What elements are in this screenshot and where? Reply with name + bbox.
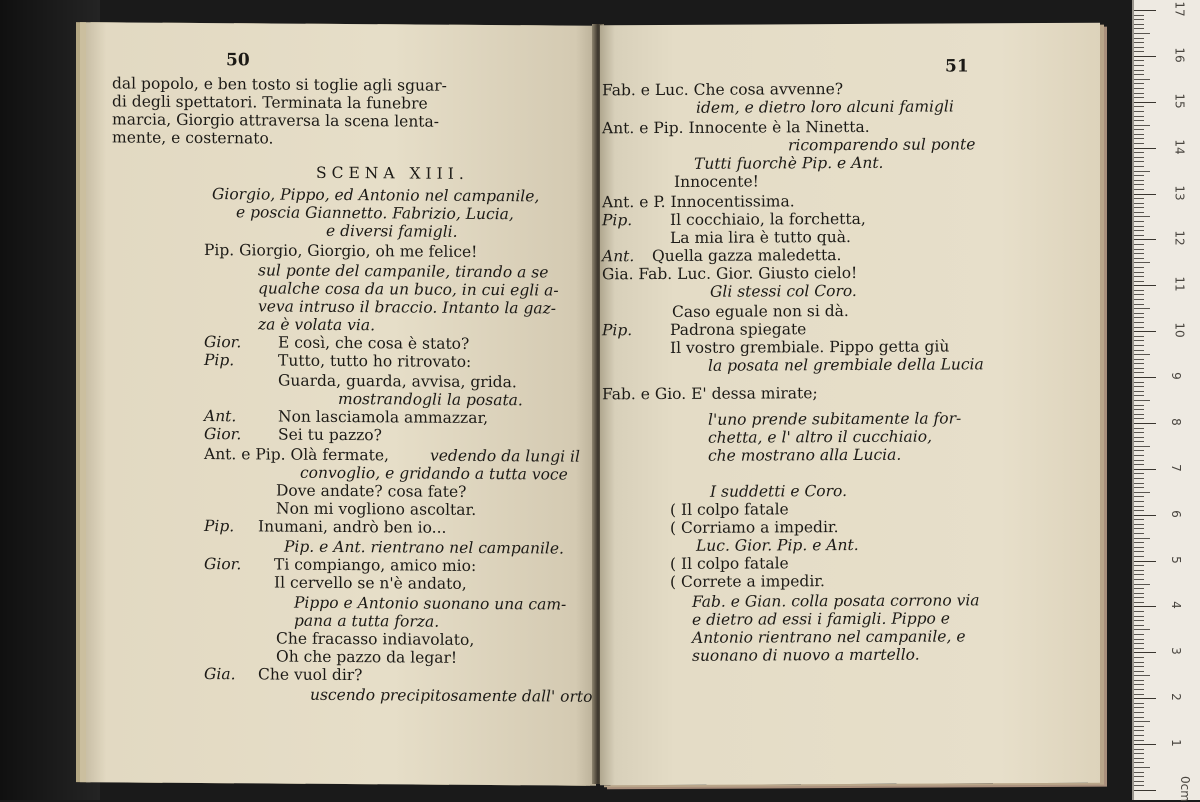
ruler-tick: [1134, 707, 1144, 708]
text-line: e dietro ad essi i famigli. Pippo e: [692, 609, 950, 629]
ruler-tick: [1134, 134, 1144, 135]
ruler-tick: [1134, 611, 1144, 612]
ruler-tick: [1134, 432, 1144, 433]
ruler-tick: [1134, 547, 1144, 548]
ruler-tick: [1134, 524, 1144, 525]
ruler-tick: [1134, 510, 1144, 511]
text-line: Caso eguale non si dà.: [672, 302, 849, 321]
ruler-label: 8: [1168, 418, 1183, 426]
page-number-left: 50: [226, 50, 250, 71]
ruler-tick: [1134, 593, 1144, 594]
ruler-tick: [1134, 561, 1156, 562]
text-line: idem, e dietro loro alcuni famigli: [696, 97, 954, 117]
ruler-tick: [1134, 239, 1156, 240]
right-page: [600, 23, 1100, 786]
text-line: Inumani, andrò ben io...: [258, 517, 447, 537]
ruler-tick: [1134, 116, 1144, 117]
text-line: I suddetti e Coro.: [710, 482, 848, 501]
ruler-tick: [1134, 694, 1144, 695]
ruler-tick: [1134, 446, 1150, 447]
ruler-tick: [1134, 175, 1144, 176]
ruler-label: 3: [1168, 647, 1183, 656]
text-line: Oh che pazzo da legar!: [276, 647, 458, 667]
ruler-tick: [1134, 194, 1156, 195]
ruler-tick: [1134, 657, 1144, 658]
text-line: Quella gazza maledetta.: [652, 246, 842, 266]
ruler-tick: [1134, 528, 1144, 529]
text-line: Ant.: [204, 407, 237, 426]
ruler-tick: [1134, 350, 1144, 351]
text-line: Gia.: [204, 665, 236, 684]
ruler-tick: [1134, 281, 1144, 282]
ruler-tick: [1134, 79, 1150, 80]
text-line: Pip.: [204, 351, 235, 370]
text-line: Ti compiango, amico mio:: [274, 555, 477, 575]
ruler-tick: [1134, 441, 1144, 442]
ruler-tick: [1134, 418, 1144, 419]
ruler-tick: [1134, 212, 1144, 213]
text-line: Luc. Gior. Pip. e Ant.: [696, 535, 859, 555]
ruler-tick: [1134, 47, 1144, 48]
ruler-tick: [1134, 33, 1150, 34]
ruler-tick: [1134, 483, 1144, 484]
ruler-tick: [1134, 648, 1144, 649]
ruler-tick: [1134, 620, 1144, 621]
ruler-tick: [1134, 455, 1144, 456]
ruler-tick: [1134, 340, 1144, 341]
text-line: che mostrano alla Lucia.: [708, 445, 902, 465]
ruler-tick: [1134, 51, 1144, 52]
page-number-right: 51: [945, 56, 969, 77]
ruler-tick: [1134, 74, 1144, 75]
ruler-tick: [1134, 294, 1144, 295]
ruler-tick: [1134, 166, 1144, 167]
ruler-tick: [1134, 703, 1144, 704]
ruler-tick: [1134, 712, 1144, 713]
ruler-tick: [1134, 391, 1144, 392]
ruler-tick: [1134, 405, 1144, 406]
text-line: E così, che cosa è stato?: [278, 333, 470, 353]
background: [0, 0, 100, 800]
ruler-tick: [1134, 336, 1144, 337]
ruler-tick: [1134, 157, 1144, 158]
text-line: Il vostro grembiale. Pippo getta giù: [670, 337, 950, 357]
ruler-tick: [1134, 767, 1150, 768]
ruler-label: 0cm: [1177, 776, 1192, 802]
ruler-tick: [1134, 386, 1144, 387]
ruler-tick: [1134, 171, 1150, 172]
ruler-label: 17: [1172, 1, 1187, 17]
ruler-label: 16: [1172, 47, 1187, 63]
text-line: Ant. e Pip. Olà fermate,: [204, 445, 389, 465]
text-line: e diversi famigli.: [326, 221, 458, 241]
ruler-tick: [1134, 726, 1144, 727]
ruler-tick: [1134, 749, 1144, 750]
ruler-tick: [1134, 400, 1150, 401]
text-line: convoglio, e gridando a tutta voce: [300, 463, 568, 484]
ruler-tick: [1134, 781, 1144, 782]
ruler-label: 14: [1172, 139, 1187, 155]
ruler-tick: [1134, 588, 1144, 589]
text-line: Non lasciamola ammazzar,: [278, 407, 489, 428]
ruler-tick: [1134, 262, 1150, 263]
ruler-tick: [1134, 762, 1144, 763]
text-line: Il cocchiaio, la forchetta,: [670, 209, 866, 229]
text-line: Gior.: [204, 425, 242, 444]
ruler-tick: [1134, 735, 1144, 736]
ruler-tick: [1134, 15, 1144, 16]
ruler-tick: [1134, 684, 1144, 685]
text-line: la posata nel grembiale della Lucia: [708, 355, 984, 375]
text-line: Gior.: [204, 555, 242, 574]
ruler-tick: [1134, 689, 1144, 690]
ruler-tick: [1134, 317, 1144, 318]
text-line: qualche cosa da un buco, in cui egli a-: [258, 279, 559, 300]
ruler-tick: [1134, 450, 1144, 451]
text-line: Gia. Fab. Luc. Gior. Giusto cielo!: [602, 263, 858, 284]
ruler-tick: [1134, 790, 1156, 791]
text-line: Che vuol dir?: [258, 665, 363, 685]
ruler-label: 6: [1168, 509, 1183, 518]
ruler-tick: [1134, 221, 1144, 222]
text-line: dal popolo, e ben tosto si toglie agli sguar-: [112, 74, 447, 95]
ruler-tick: [1134, 345, 1144, 346]
text-line: ( Corriamo a impedir.: [670, 518, 839, 537]
text-line: Pip. Giorgio, Giorgio, oh me felice!: [204, 241, 478, 261]
ruler-tick: [1134, 538, 1150, 539]
ruler-tick: [1134, 129, 1144, 130]
ruler-tick: [1134, 304, 1144, 305]
text-line: marcia, Giorgio attraversa la scena lenta-: [112, 110, 440, 131]
ruler-tick: [1134, 519, 1144, 520]
ruler-tick: [1134, 574, 1144, 575]
text-line: Dove andate? cosa fate?: [276, 481, 467, 501]
text-line: Il cervello se n'è andato,: [274, 573, 467, 593]
text-line: sul ponte del campanile, tirando a se: [258, 261, 549, 282]
ruler-label: 11: [1172, 276, 1187, 292]
ruler-tick: [1134, 203, 1144, 204]
text-line: pana a tutta forza.: [294, 611, 440, 631]
ruler-tick: [1134, 492, 1150, 493]
ruler-label: 10: [1172, 322, 1187, 338]
ruler-tick: [1134, 88, 1144, 89]
ruler-tick: [1134, 570, 1144, 571]
text-line: suonano di nuovo a martello.: [692, 645, 920, 665]
ruler-tick: [1134, 244, 1144, 245]
ruler-label: 4: [1168, 601, 1183, 610]
ruler-tick: [1134, 460, 1144, 461]
ruler-label: 1: [1168, 739, 1183, 747]
ruler-tick: [1134, 106, 1144, 107]
text-line: Guarda, guarda, avvisa, grida.: [278, 371, 517, 392]
ruler-tick: [1134, 180, 1144, 181]
ruler-tick: [1134, 753, 1144, 754]
ruler-tick: [1134, 111, 1144, 112]
text-line: za è volata via.: [258, 315, 375, 335]
ruler-tick: [1134, 70, 1144, 71]
ruler-tick: [1134, 785, 1144, 786]
ruler-tick: [1134, 464, 1144, 465]
ruler-tick: [1134, 395, 1144, 396]
ruler-label: 2: [1168, 693, 1183, 702]
ruler-tick: [1134, 10, 1156, 11]
ruler-tick: [1134, 299, 1144, 300]
text-line: Fab. e Gian. colla posata corrono via: [692, 591, 980, 611]
ruler-tick: [1134, 501, 1144, 502]
text-line: Pippo e Antonio suonano una cam-: [294, 593, 567, 614]
ruler-tick: [1134, 744, 1156, 745]
text-line: Ant. e Pip. Innocente è la Ninetta.: [602, 117, 870, 138]
text-line: SCENA XIII.: [316, 163, 469, 183]
ruler-tick: [1134, 249, 1144, 250]
ruler-label: 13: [1172, 184, 1187, 201]
text-line: Ant. e P. Innocentissima.: [602, 192, 795, 212]
ruler-tick: [1134, 666, 1144, 667]
ruler-tick: [1134, 285, 1156, 286]
ruler-tick: [1134, 565, 1144, 566]
ruler-tick: [1134, 377, 1156, 378]
text-line: Che fracasso indiavolato,: [276, 629, 475, 649]
text-line: uscendo precipitosamente dall' orto: [310, 685, 593, 706]
ruler-tick: [1134, 38, 1144, 39]
ruler-tick: [1134, 776, 1144, 777]
ruler-tick: [1134, 138, 1144, 139]
ruler-tick: [1134, 437, 1144, 438]
ruler-tick: [1134, 253, 1144, 254]
text-line: Antonio rientrano nel campanile, e: [692, 627, 966, 647]
text-line: ( Il colpo fatale: [670, 554, 789, 573]
ruler-tick: [1134, 487, 1144, 488]
text-line: di degli spettatori. Terminata la funebre: [112, 92, 428, 113]
ruler-tick: [1134, 740, 1144, 741]
ruler-tick: [1134, 97, 1144, 98]
text-line: Gior.: [204, 333, 242, 352]
text-line: Fab. e Gio. E' dessa mirate;: [602, 384, 818, 404]
ruler-tick: [1134, 327, 1144, 328]
ruler-tick: [1134, 496, 1144, 497]
text-line: Pip.: [204, 517, 235, 536]
ruler-tick: [1134, 556, 1144, 557]
ruler-tick: [1134, 368, 1144, 369]
ruler-tick: [1134, 721, 1150, 722]
ruler-tick: [1134, 184, 1144, 185]
ruler-tick: [1134, 28, 1144, 29]
ruler-tick: [1134, 625, 1144, 626]
ruler-tick: [1134, 698, 1156, 699]
ruler-tick: [1134, 680, 1144, 681]
ruler-label: 7: [1168, 463, 1183, 472]
ruler-tick: [1134, 230, 1144, 231]
ruler-label: 15: [1172, 93, 1187, 109]
ruler-tick: [1134, 152, 1144, 153]
ruler-tick: [1134, 143, 1144, 144]
ruler-tick: [1134, 758, 1144, 759]
text-line: Tutto, tutto ho ritrovato:: [278, 351, 472, 371]
ruler-tick: [1134, 515, 1156, 516]
ruler-tick: [1134, 597, 1144, 598]
text-line: veva intruso il braccio. Intanto la gaz-: [258, 297, 557, 318]
text-line: ( Il colpo fatale: [670, 500, 789, 519]
ruler-tick: [1134, 60, 1144, 61]
ruler-tick: [1134, 428, 1144, 429]
ruler-tick: [1134, 56, 1156, 57]
text-line: Non mi vogliono ascoltar.: [276, 499, 477, 519]
ruler-tick: [1134, 616, 1144, 617]
measuring-ruler: [1132, 0, 1200, 800]
ruler-tick: [1134, 354, 1150, 355]
ruler-tick: [1134, 772, 1144, 773]
left-page: [86, 22, 596, 786]
text-line: vedendo da lungi il: [430, 446, 580, 466]
ruler-tick: [1134, 584, 1150, 585]
text-line: chetta, e l' altro il cucchiaio,: [708, 427, 932, 447]
ruler-tick: [1134, 19, 1144, 20]
ruler-tick: [1134, 634, 1144, 635]
text-line: Giorgio, Pippo, ed Antonio nel campanile,: [212, 185, 540, 206]
ruler-tick: [1134, 272, 1144, 273]
ruler-tick: [1134, 602, 1144, 603]
ruler-tick: [1134, 313, 1144, 314]
ruler-tick: [1134, 226, 1144, 227]
ruler-tick: [1134, 662, 1144, 663]
ruler-label: 12: [1172, 230, 1187, 247]
text-line: Gli stessi col Coro.: [710, 281, 857, 301]
text-line: ( Correte a impedir.: [670, 572, 825, 591]
ruler-tick: [1134, 382, 1144, 383]
ruler-tick: [1134, 93, 1144, 94]
ruler-tick: [1134, 331, 1156, 332]
ruler-tick: [1134, 216, 1150, 217]
ruler-tick: [1134, 675, 1150, 676]
ruler-tick: [1134, 533, 1144, 534]
ruler-tick: [1134, 717, 1144, 718]
ruler-tick: [1134, 235, 1144, 236]
ruler-tick: [1134, 267, 1144, 268]
ruler-tick: [1134, 730, 1144, 731]
text-line: Ant.: [602, 247, 635, 266]
text-line: La mia lira è tutto quà.: [670, 227, 851, 247]
ruler-tick: [1134, 469, 1156, 470]
ruler-tick: [1134, 643, 1144, 644]
text-line: Sei tu pazzo?: [278, 425, 382, 445]
ruler-tick: [1134, 125, 1150, 126]
ruler-tick: [1134, 639, 1144, 640]
ruler-tick: [1134, 258, 1144, 259]
ruler-tick: [1134, 322, 1144, 323]
text-line: ricomparendo sul ponte: [788, 135, 976, 155]
ruler-tick: [1134, 423, 1156, 424]
text-line: Padrona spiegate: [670, 320, 807, 339]
text-line: Fab. e Luc. Che cosa avvenne?: [602, 80, 844, 100]
text-line: e poscia Giannetto. Fabrizio, Lucia,: [236, 203, 514, 224]
ruler-tick: [1134, 506, 1144, 507]
ruler-tick: [1134, 652, 1156, 653]
ruler-tick: [1134, 542, 1144, 543]
ruler-tick: [1134, 42, 1144, 43]
text-line: Innocente!: [674, 172, 759, 191]
text-line: Pip. e Ant. rientrano nel campanile.: [284, 537, 564, 558]
ruler-tick: [1134, 414, 1144, 415]
text-line: l'uno prende subitamente la for-: [708, 409, 962, 429]
ruler-tick: [1134, 308, 1150, 309]
text-line: Pip.: [602, 321, 633, 340]
ruler-tick: [1134, 409, 1144, 410]
ruler-tick: [1134, 606, 1156, 607]
ruler-tick: [1134, 629, 1150, 630]
ruler-tick: [1134, 473, 1144, 474]
ruler-tick: [1134, 24, 1144, 25]
ruler-label: 5: [1168, 555, 1183, 564]
ruler-tick: [1134, 65, 1144, 66]
ruler-tick: [1134, 671, 1144, 672]
ruler-tick: [1134, 161, 1144, 162]
ruler-tick: [1134, 478, 1144, 479]
ruler-tick: [1134, 290, 1144, 291]
ruler-tick: [1134, 148, 1156, 149]
ruler-tick: [1134, 207, 1144, 208]
open-book: [86, 24, 1100, 784]
ruler-tick: [1134, 102, 1156, 103]
text-line: mostrandogli la posata.: [338, 389, 523, 410]
ruler-tick: [1134, 120, 1144, 121]
ruler-tick: [1134, 189, 1144, 190]
ruler-tick: [1134, 276, 1144, 277]
text-line: Pip.: [602, 211, 633, 230]
ruler-tick: [1134, 551, 1144, 552]
text-line: Tutti fuorchè Pip. e Ant.: [694, 153, 884, 173]
ruler-tick: [1134, 359, 1144, 360]
ruler-tick: [1134, 363, 1144, 364]
text-line: mente, e costernato.: [112, 128, 274, 148]
ruler-tick: [1134, 83, 1144, 84]
ruler-label: 9: [1168, 372, 1183, 380]
ruler-tick: [1134, 372, 1144, 373]
ruler-tick: [1134, 579, 1144, 580]
ruler-tick: [1134, 198, 1144, 199]
